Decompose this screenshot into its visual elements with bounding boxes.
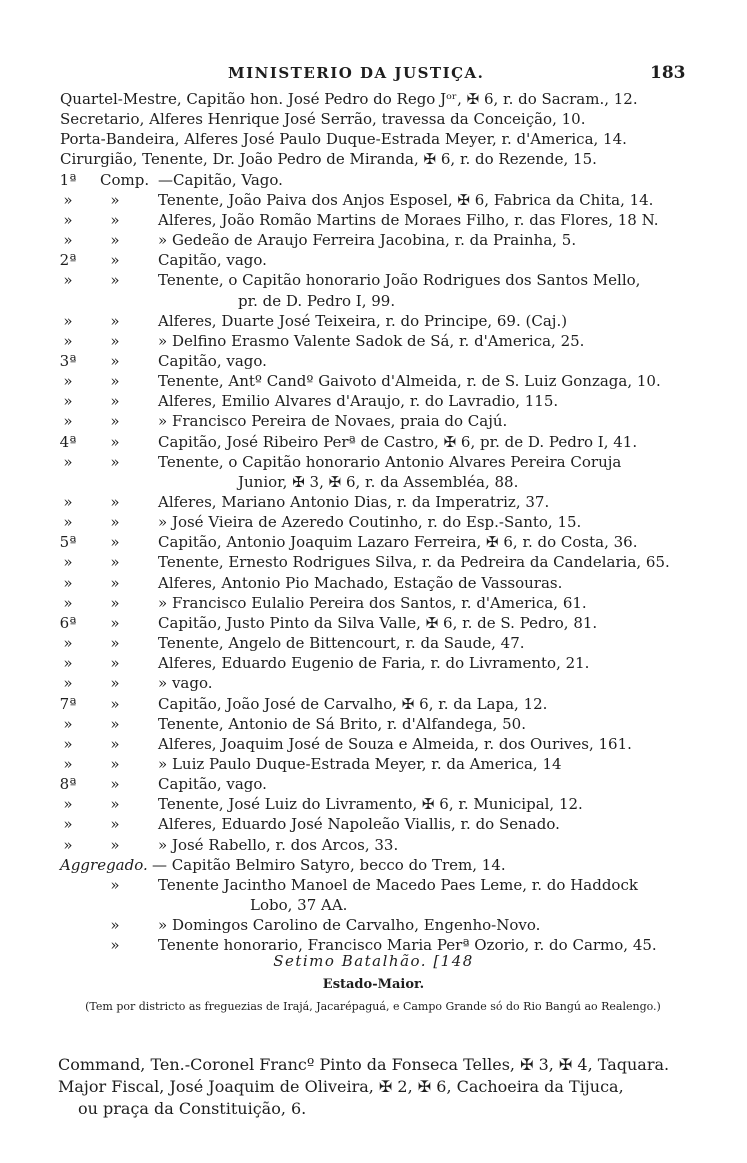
company-marker: »: [63, 493, 73, 511]
company-marker: »: [63, 654, 73, 673]
roster-line: [0, 211, 747, 231]
line-text: Capitão, Justo Pinto da Silva Valle, ✠ 6, r. de S. Pedro, 81.: [158, 613, 598, 632]
roster-line: [0, 453, 747, 473]
roster-line: [0, 271, 747, 291]
line-text: » José Vieira de Azeredo Coutinho, r. do Esp.-Santo, 15.: [158, 513, 582, 532]
roster-line: [0, 856, 747, 876]
roster-line: [0, 90, 747, 110]
company-marker: »: [63, 573, 73, 592]
company-marker: »: [63, 271, 73, 290]
district-note: (Tem por districto as freguezias de Irajá, Jacarépaguá, e Campo Grande só do Rio Bangú ao Realengo.): [85, 1000, 661, 1013]
company-marker: »: [63, 372, 73, 391]
company-marker: »: [63, 634, 73, 653]
ditto-marker: »: [110, 815, 120, 834]
line-text: Tenente, Ernesto Rodrigues Silva, r. da Pedreira da Candelaria, 65.: [158, 553, 670, 572]
company-marker: »: [63, 674, 73, 693]
line-text: —Capitão, Vago.: [158, 170, 283, 189]
line-text: Tenente honorario, Francisco Maria Perª Ozorio, r. do Carmo, 45.: [158, 936, 657, 955]
line-text: Capitão, José Ribeiro Perª de Castro, ✠ 6, pr. de D. Pedro I, 41.: [158, 432, 638, 451]
company-marker: 1ª: [59, 170, 77, 189]
page-number: 183: [650, 63, 686, 83]
ditto-marker: »: [110, 754, 120, 773]
roster-line: [0, 171, 747, 191]
continuation-text: Lobo, 37 AA.: [250, 896, 348, 914]
ditto-marker: »: [110, 674, 120, 693]
company-marker: »: [63, 714, 73, 733]
roster-line: [0, 836, 747, 856]
line-text: » Domingos Carolino de Carvalho, Engenho-Novo.: [158, 916, 541, 935]
company-marker: »: [63, 513, 73, 532]
ditto-marker: »: [110, 251, 120, 270]
ditto-marker: »: [110, 714, 120, 733]
continuation-text: pr. de D. Pedro I, 99.: [238, 291, 396, 310]
section-subtitle: Estado-Maior.: [322, 977, 425, 992]
ditto-marker: »: [110, 452, 120, 471]
roster-line: [0, 775, 747, 795]
roster-line: [0, 292, 747, 312]
company-marker: »: [63, 553, 73, 572]
ditto-marker: »: [110, 775, 120, 794]
ditto-marker: Comp.: [100, 170, 150, 189]
roster-line: [0, 392, 747, 412]
page-header: [0, 64, 747, 88]
line-text: Alferes, Emilio Alvares d'Araujo, r. do Lavradio, 115.: [158, 392, 559, 411]
line-text: Tenente Jacintho Manoel de Macedo Paes Leme, r. do Haddock: [158, 875, 638, 894]
ditto-marker: »: [110, 553, 120, 572]
ditto-marker: »: [110, 432, 120, 451]
ditto-marker: »: [110, 835, 120, 854]
ditto-marker: »: [110, 613, 120, 632]
line-text: » Francisco Eulalio Pereira dos Santos, r. d'America, 61.: [158, 593, 587, 612]
roster-line: [0, 896, 747, 916]
command-line: Command, Ten.-Coronel Francº Pinto da Fonseca Telles, ✠ 3, ✠ 4, Taquara.: [58, 1055, 670, 1074]
line-text: » Delfino Erasmo Valente Sadok de Sá, r. d'America, 25.: [158, 331, 585, 350]
line-text: » Luiz Paulo Duque-Estrada Meyer, r. da America, 14: [158, 754, 562, 773]
company-marker: 4ª: [59, 432, 77, 451]
line-text: » Gedeão de Araujo Ferreira Jacobina, r. da Prainha, 5.: [158, 231, 577, 250]
company-marker: »: [63, 754, 73, 773]
ditto-marker: »: [110, 210, 120, 229]
roster-line: [0, 815, 747, 835]
line-text: Alferes, Mariano Antonio Dias, r. da Imperatriz, 37.: [158, 493, 550, 511]
company-marker: »: [63, 815, 73, 834]
roster-line: [0, 553, 747, 573]
line-text: Capitão, João José de Carvalho, ✠ 6, r. da Lapa, 12.: [158, 694, 548, 713]
ditto-marker: »: [110, 875, 120, 894]
company-marker: »: [63, 331, 73, 350]
roster-line: [0, 493, 747, 513]
roster-line: [0, 594, 747, 614]
roster-line: [0, 916, 747, 936]
ditto-marker: »: [110, 916, 120, 935]
line-text: Capitão, vago.: [158, 775, 267, 794]
roster-line: [0, 412, 747, 432]
line-text: Quartel-Mestre, Capitão hon. José Pedro do Rego Jᵒʳ, ✠ 6, r. do Sacram., 12.: [60, 90, 638, 108]
company-marker: »: [63, 231, 73, 250]
ditto-marker: »: [110, 573, 120, 592]
roster-line: [0, 513, 747, 533]
line-text: Tenente, João Paiva dos Anjos Esposel, ✠ 6, Fabrica da Chita, 14.: [158, 190, 654, 209]
roster-line: [0, 191, 747, 211]
line-text: Cirurgião, Tenente, Dr. João Pedro de Miranda, ✠ 6, r. do Rezende, 15.: [60, 150, 597, 169]
roster-line: [0, 574, 747, 594]
roster-line: [0, 674, 747, 694]
ditto-marker: »: [110, 493, 120, 511]
roster-line: [0, 433, 747, 453]
line-text: Alferes, Joaquim José de Souza e Almeida, r. dos Ourives, 161.: [158, 734, 632, 753]
ditto-marker: »: [110, 412, 120, 431]
roster-line: [0, 533, 747, 553]
company-marker: 3ª: [59, 351, 77, 370]
company-marker: »: [63, 835, 73, 854]
roster-line: [0, 695, 747, 715]
ditto-marker: »: [110, 734, 120, 753]
line-text: Alferes, Duarte José Teixeira, r. do Principe, 69. (Caj.): [158, 311, 568, 330]
aggregado-label: Aggregado.: [60, 855, 148, 874]
roster-line: [0, 352, 747, 372]
roster-line: [0, 876, 747, 896]
roster-line: [0, 755, 747, 775]
line-text: Tenente, Antº Candº Gaivoto d'Almeida, r. de S. Luiz Gonzaga, 10.: [158, 372, 661, 391]
company-marker: »: [63, 311, 73, 330]
roster-line: [0, 231, 747, 251]
company-marker: 6ª: [59, 613, 77, 632]
roster-line: [0, 251, 747, 271]
section-title: Setimo Batalhão. [148: [273, 952, 474, 970]
line-text: Capitão, Antonio Joaquim Lazaro Ferreira, ✠ 6, r. do Costa, 36.: [158, 533, 638, 552]
company-marker: »: [63, 210, 73, 229]
ditto-marker: »: [110, 513, 120, 532]
line-text: — Capitão Belmiro Satyro, becco do Trem, 14.: [152, 855, 506, 874]
roster-line: [0, 130, 747, 150]
roster-line: [0, 150, 747, 170]
roster-line: [0, 614, 747, 634]
company-marker: »: [63, 190, 73, 209]
line-text: Secretario, Alferes Henrique José Serrão, travessa da Conceição, 10.: [60, 110, 586, 129]
ditto-marker: »: [110, 331, 120, 350]
line-text: Tenente, Antonio de Sá Brito, r. d'Alfandega, 50.: [158, 714, 526, 733]
ditto-marker: »: [110, 936, 120, 955]
continuation-text: Junior, ✠ 3, ✠ 6, r. da Assembléa, 88.: [238, 472, 519, 491]
company-marker: 8ª: [59, 775, 77, 794]
ditto-marker: »: [110, 593, 120, 612]
ditto-marker: »: [110, 372, 120, 391]
ditto-marker: »: [110, 392, 120, 411]
ditto-marker: »: [110, 654, 120, 673]
roster-line: [0, 654, 747, 674]
company-marker: 2ª: [59, 251, 77, 270]
roster-line: [0, 473, 747, 493]
line-text: Alferes, Eduardo José Napoleão Viallis, r. do Senado.: [158, 815, 560, 834]
ditto-marker: »: [110, 271, 120, 290]
ditto-marker: »: [110, 634, 120, 653]
ditto-marker: »: [110, 311, 120, 330]
roster-line: [0, 332, 747, 352]
roster-line: [0, 372, 747, 392]
major-line-2: ou praça da Constituição, 6.: [78, 1099, 307, 1118]
ditto-marker: »: [110, 694, 120, 713]
company-marker: 5ª: [59, 533, 77, 552]
line-text: Alferes, Eduardo Eugenio de Faria, r. do Livramento, 21.: [158, 654, 590, 673]
line-text: » vago.: [158, 674, 213, 693]
roster-line: [0, 735, 747, 755]
company-marker: »: [63, 734, 73, 753]
line-text: » Francisco Pereira de Novaes, praia do Cajú.: [158, 412, 508, 431]
line-text: Alferes, João Romão Martins de Moraes Filho, r. das Flores, 18 N.: [158, 210, 659, 229]
company-marker: 7ª: [59, 694, 77, 713]
ditto-marker: »: [110, 795, 120, 814]
line-text: » José Rabello, r. dos Arcos, 33.: [158, 835, 399, 854]
company-marker: »: [63, 795, 73, 814]
line-text: Tenente, o Capitão honorario Antonio Alvares Pereira Coruja: [158, 452, 622, 471]
ditto-marker: »: [110, 190, 120, 209]
ditto-marker: »: [110, 351, 120, 370]
roster-line: [0, 634, 747, 654]
company-marker: »: [63, 593, 73, 612]
company-marker: »: [63, 392, 73, 411]
line-text: Capitão, vago.: [158, 351, 267, 370]
line-text: Tenente, José Luiz do Livramento, ✠ 6, r. Municipal, 12.: [158, 795, 583, 814]
ditto-marker: »: [110, 533, 120, 552]
line-text: Capitão, vago.: [158, 251, 267, 270]
line-text: Tenente, Angelo de Bittencourt, r. da Saude, 47.: [158, 634, 525, 653]
roster-line: [0, 715, 747, 735]
company-marker: »: [63, 412, 73, 431]
page-title: MINISTERIO DA JUSTIÇA.: [228, 64, 485, 82]
line-text: Porta-Bandeira, Alferes José Paulo Duque-Estrada Meyer, r. d'America, 14.: [60, 130, 627, 149]
roster-line: [0, 312, 747, 332]
line-text: Alferes, Antonio Pio Machado, Estação de Vassouras.: [158, 573, 563, 592]
line-text: Tenente, o Capitão honorario João Rodrigues dos Santos Mello,: [158, 271, 641, 290]
roster-line: [0, 795, 747, 815]
company-marker: »: [63, 452, 73, 471]
ditto-marker: »: [110, 231, 120, 250]
major-line-1: Major Fiscal, José Joaquim de Oliveira, ✠ 2, ✠ 6, Cachoeira da Tijuca,: [58, 1077, 624, 1096]
roster-line: [0, 110, 747, 130]
